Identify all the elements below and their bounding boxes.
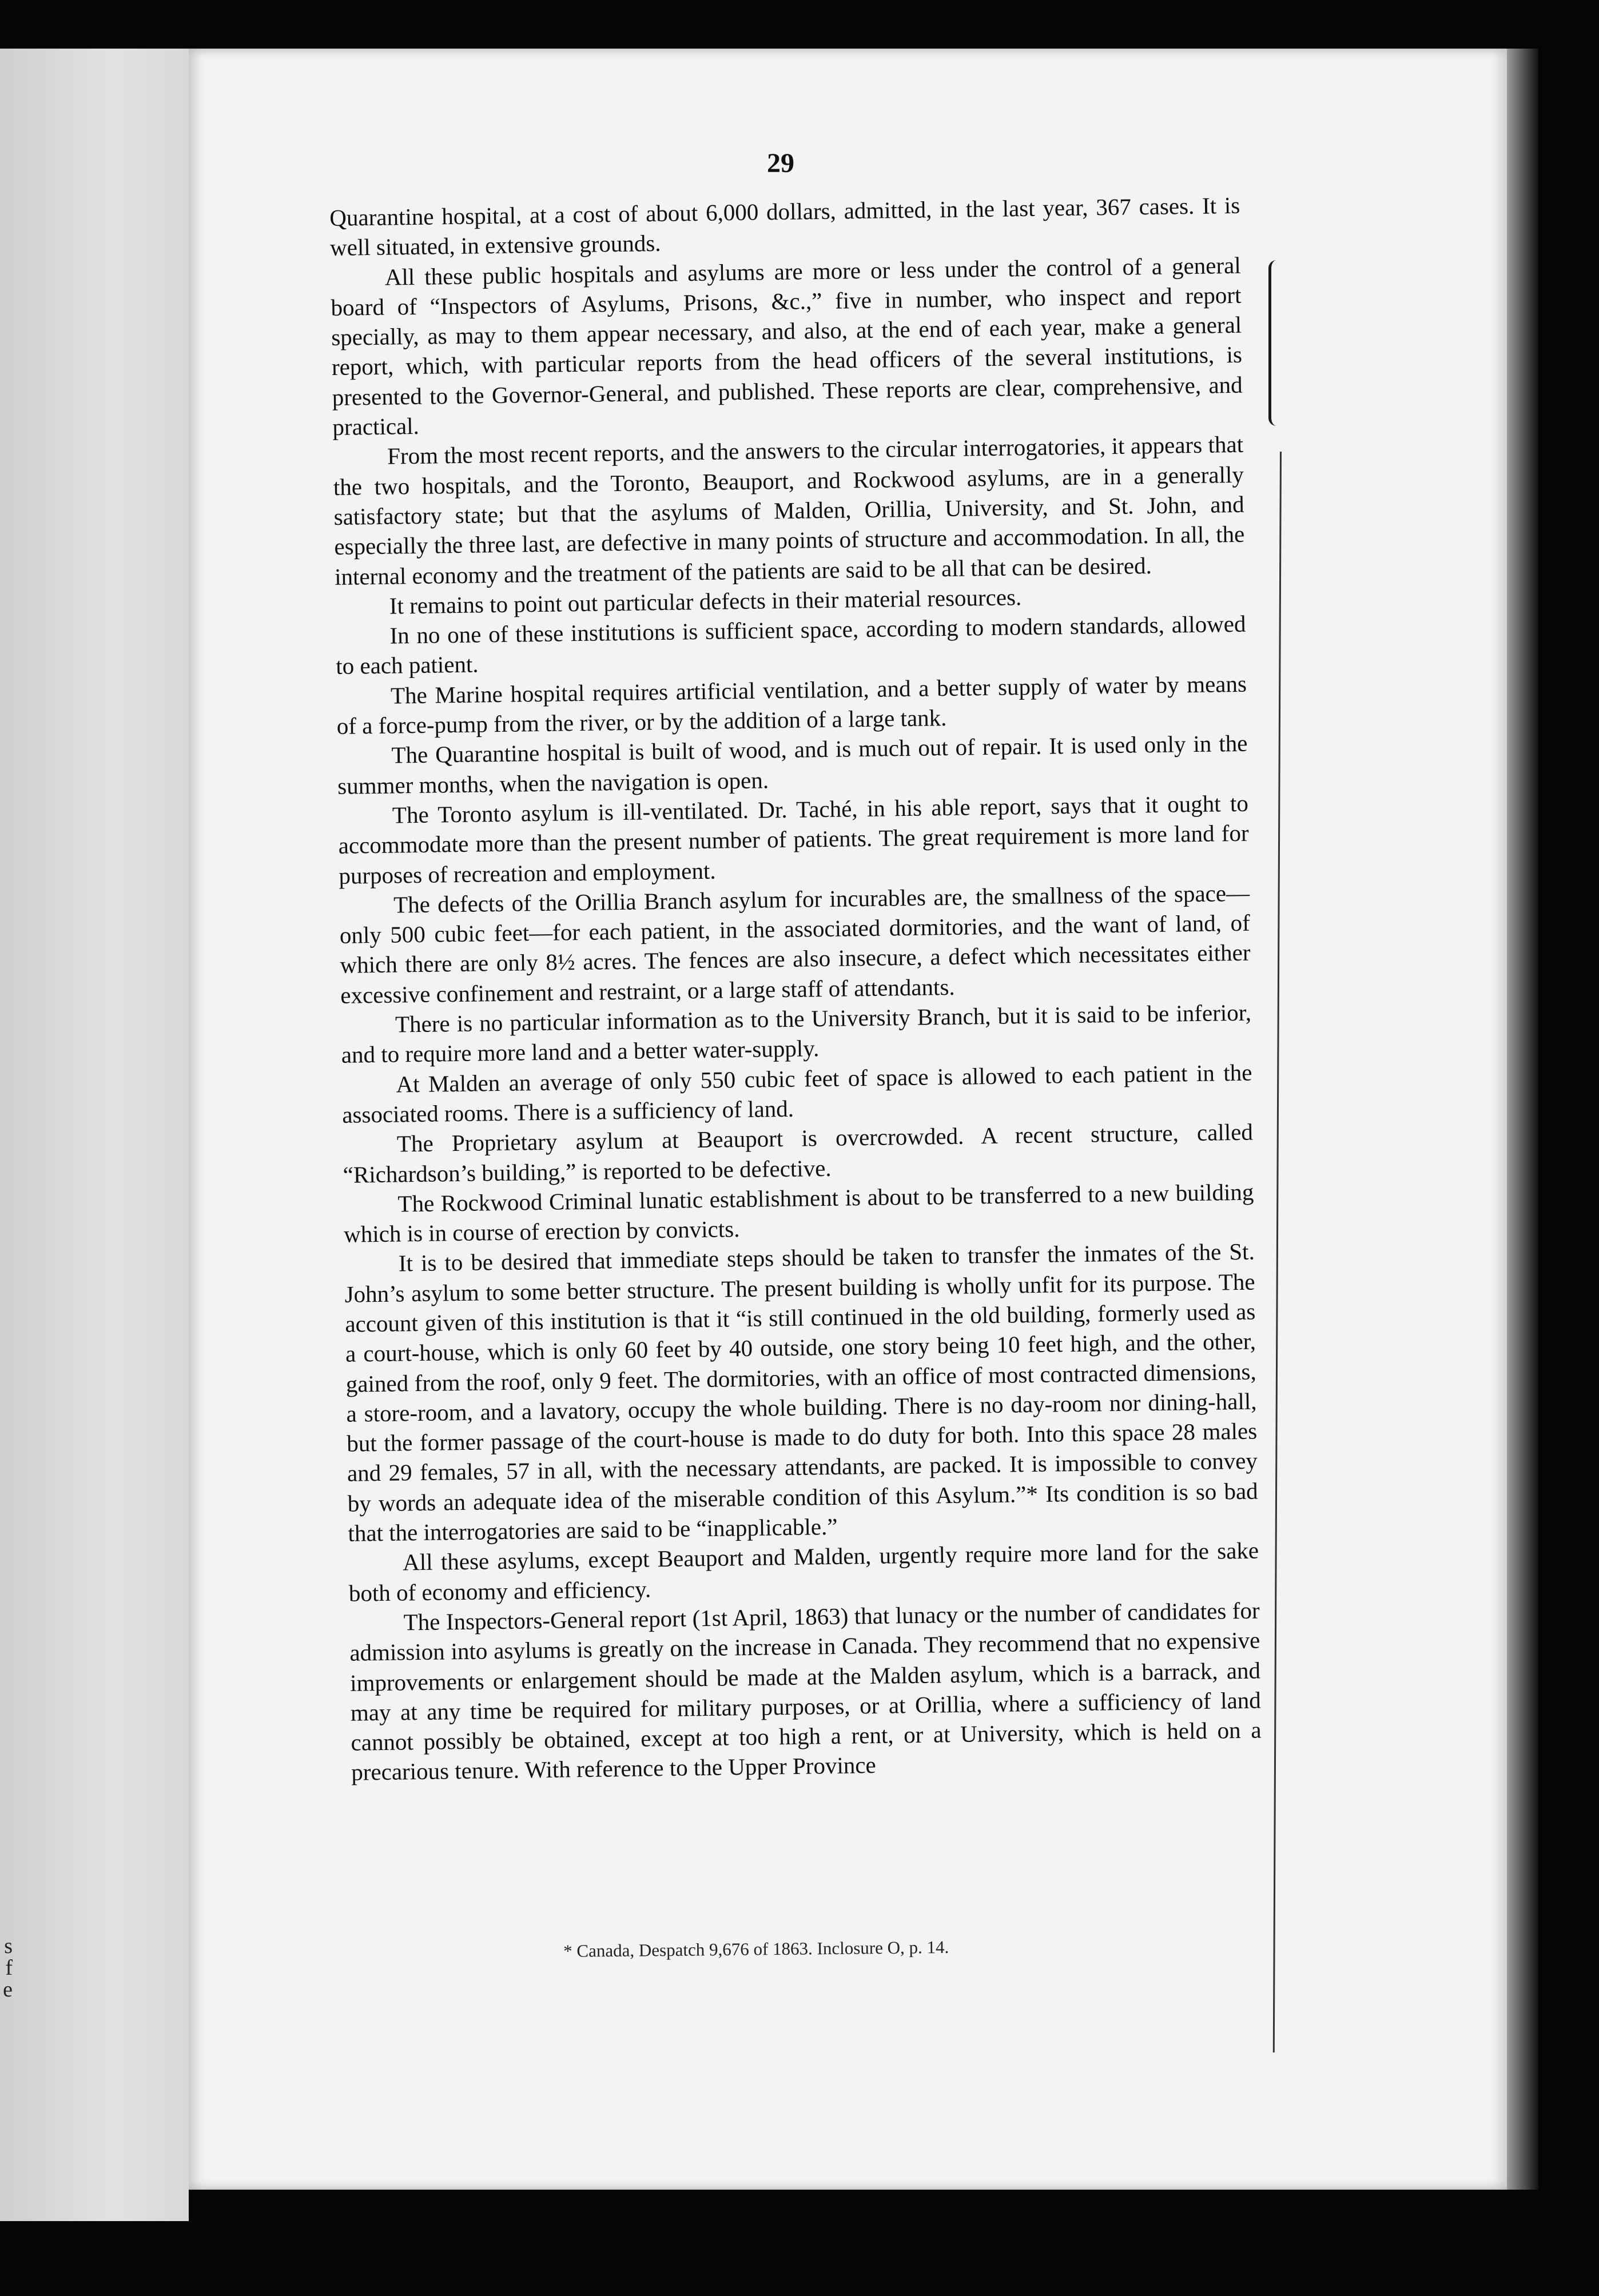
paragraph: From the most recent reports, and the answers to the circular interrogatories, it appears that the two hospitals, and the Toronto, Beauport, and Rockwood asylums, are in a generally satisfactory state; but that the asylums of Malden, Orillia, University, and St. John, and especially the three last, are defective in many points of structure and accommodation. In all, the internal economy and the treatment of the patients are said to be all that can be desired. (333, 431, 1245, 590)
paragraph: In no one of these institutions is sufficient space, according to modern standards, allowed to each patient. (335, 610, 1246, 680)
adjacent-page-fragment (0, 49, 189, 2221)
paragraph: The Quarantine hospital is built of wood, and is much out of repair. It is used only in the summer months, when the navigation is open. (337, 730, 1248, 799)
page-number: 29 (767, 148, 794, 178)
paragraph: At Malden an average of only 550 cubic feet of space is allowed to each patient in the associated rooms. There is a sufficiency of land. (341, 1059, 1252, 1128)
paragraph: The Marine hospital requires artificial ventilation, and a better supply of water by means of a force-pump from the river, or by the addition of a large tank. (336, 670, 1247, 739)
paragraph: The Inspectors-General report (1st April, 1863) that lunacy or the number of candidates for admission into asylums is greatly on the increase in Canada. They recommend that no expensive improvements or enlargement should be made at the Malden asylum, which is a barrack, and may at any time be required for military purposes, or at Orillia, where a sufficiency of land cannot possibly be obtained, except at too high a rent, or at University, which is held on a precarious tenure. With reference to the Upper Province (349, 1597, 1262, 1786)
page-edge-shadow (1507, 49, 1538, 2190)
paragraph: The Proprietary asylum at Beauport is overcrowded. A recent structure, called “Richardson’s building,” is reported to be defective. (343, 1118, 1254, 1188)
paragraph: There is no particular information as to the University Branch, but it is said to be inferior, and to require more land and a better water-supply. (341, 999, 1252, 1069)
paragraph: The defects of the Orillia Branch asylum for incurables are, the smallness of the space—only 500 cubic feet—for each patient, in the associated dormitories, and the want of land, of which there are only 8½ acres. The fences are also insecure, a defect which necessitates either excessive confinement and restraint, or a large staff of attendants. (339, 879, 1251, 1009)
paragraph: It is to be desired that immediate steps should be taken to transfer the inmates of the St. John’s asylum to some better structure. The present building is wholly unfit for its purpose. The account given of this institution is that it “is still continued in the old building, formerly used as a court-house, which is only 60 feet by 40 outside, one story being 10 feet high, and the other, gained from the roof, only 9 feet. The dormitories, with an office of most contracted dimensions, a store-room, and a lavatory, occupy the whole building. There is no day-room nor dining-hall, but the former passage of the court-house is made to do duty for both. Into this space 28 males and 29 females, 57 in all, with the necessary attendants, are packed. It is impossible to convey by words an adequate idea of the miserable condition of this Asylum.”* Its condition is so bad that the interrogatories are said to be “inapplicable.” (344, 1238, 1258, 1546)
adjacent-page-edge-letters: s f e (3, 1934, 13, 2002)
paragraph: The Toronto asylum is ill-ventilated. Dr. Taché, in his able report, says that it ought to accommodate more than the present number of patients. The great requirement is more land for purposes of recreation and employment. (338, 790, 1249, 889)
paragraph: Quarantine hospital, at a cost of about 6,000 dollars, admitted, in the last year, 367 cases. It is well situated, in extensive grounds. (329, 192, 1240, 261)
paragraph: All these asylums, except Beauport and Malden, urgently require more land for the sake both of economy and efficiency. (348, 1537, 1259, 1607)
paragraph: The Rockwood Criminal lunatic establishment is about to be transferred to a new building which is in course of erection by convicts. (343, 1178, 1254, 1247)
body-text (329, 190, 1262, 1788)
footnote: * Canada, Despatch 9,676 of 1863. Inclosure O, p. 14. (563, 1936, 949, 1961)
paragraph: It remains to point out particular defects in their material resources. (389, 584, 1022, 619)
paragraph: All these public hospitals and asylums are more or less under the control of a general board of “Inspectors of Asylums, Prisons, &c.,” five in number, who inspect and report specially, as may to them appear necessary, and also, at the end of each year, make a general report, which, with particular reports from the head officers of the several institutions, is presented to the Governor-General, and published. These reports are clear, comprehensive, and practical. (331, 252, 1243, 441)
margin-bracket-mark (1268, 260, 1283, 426)
